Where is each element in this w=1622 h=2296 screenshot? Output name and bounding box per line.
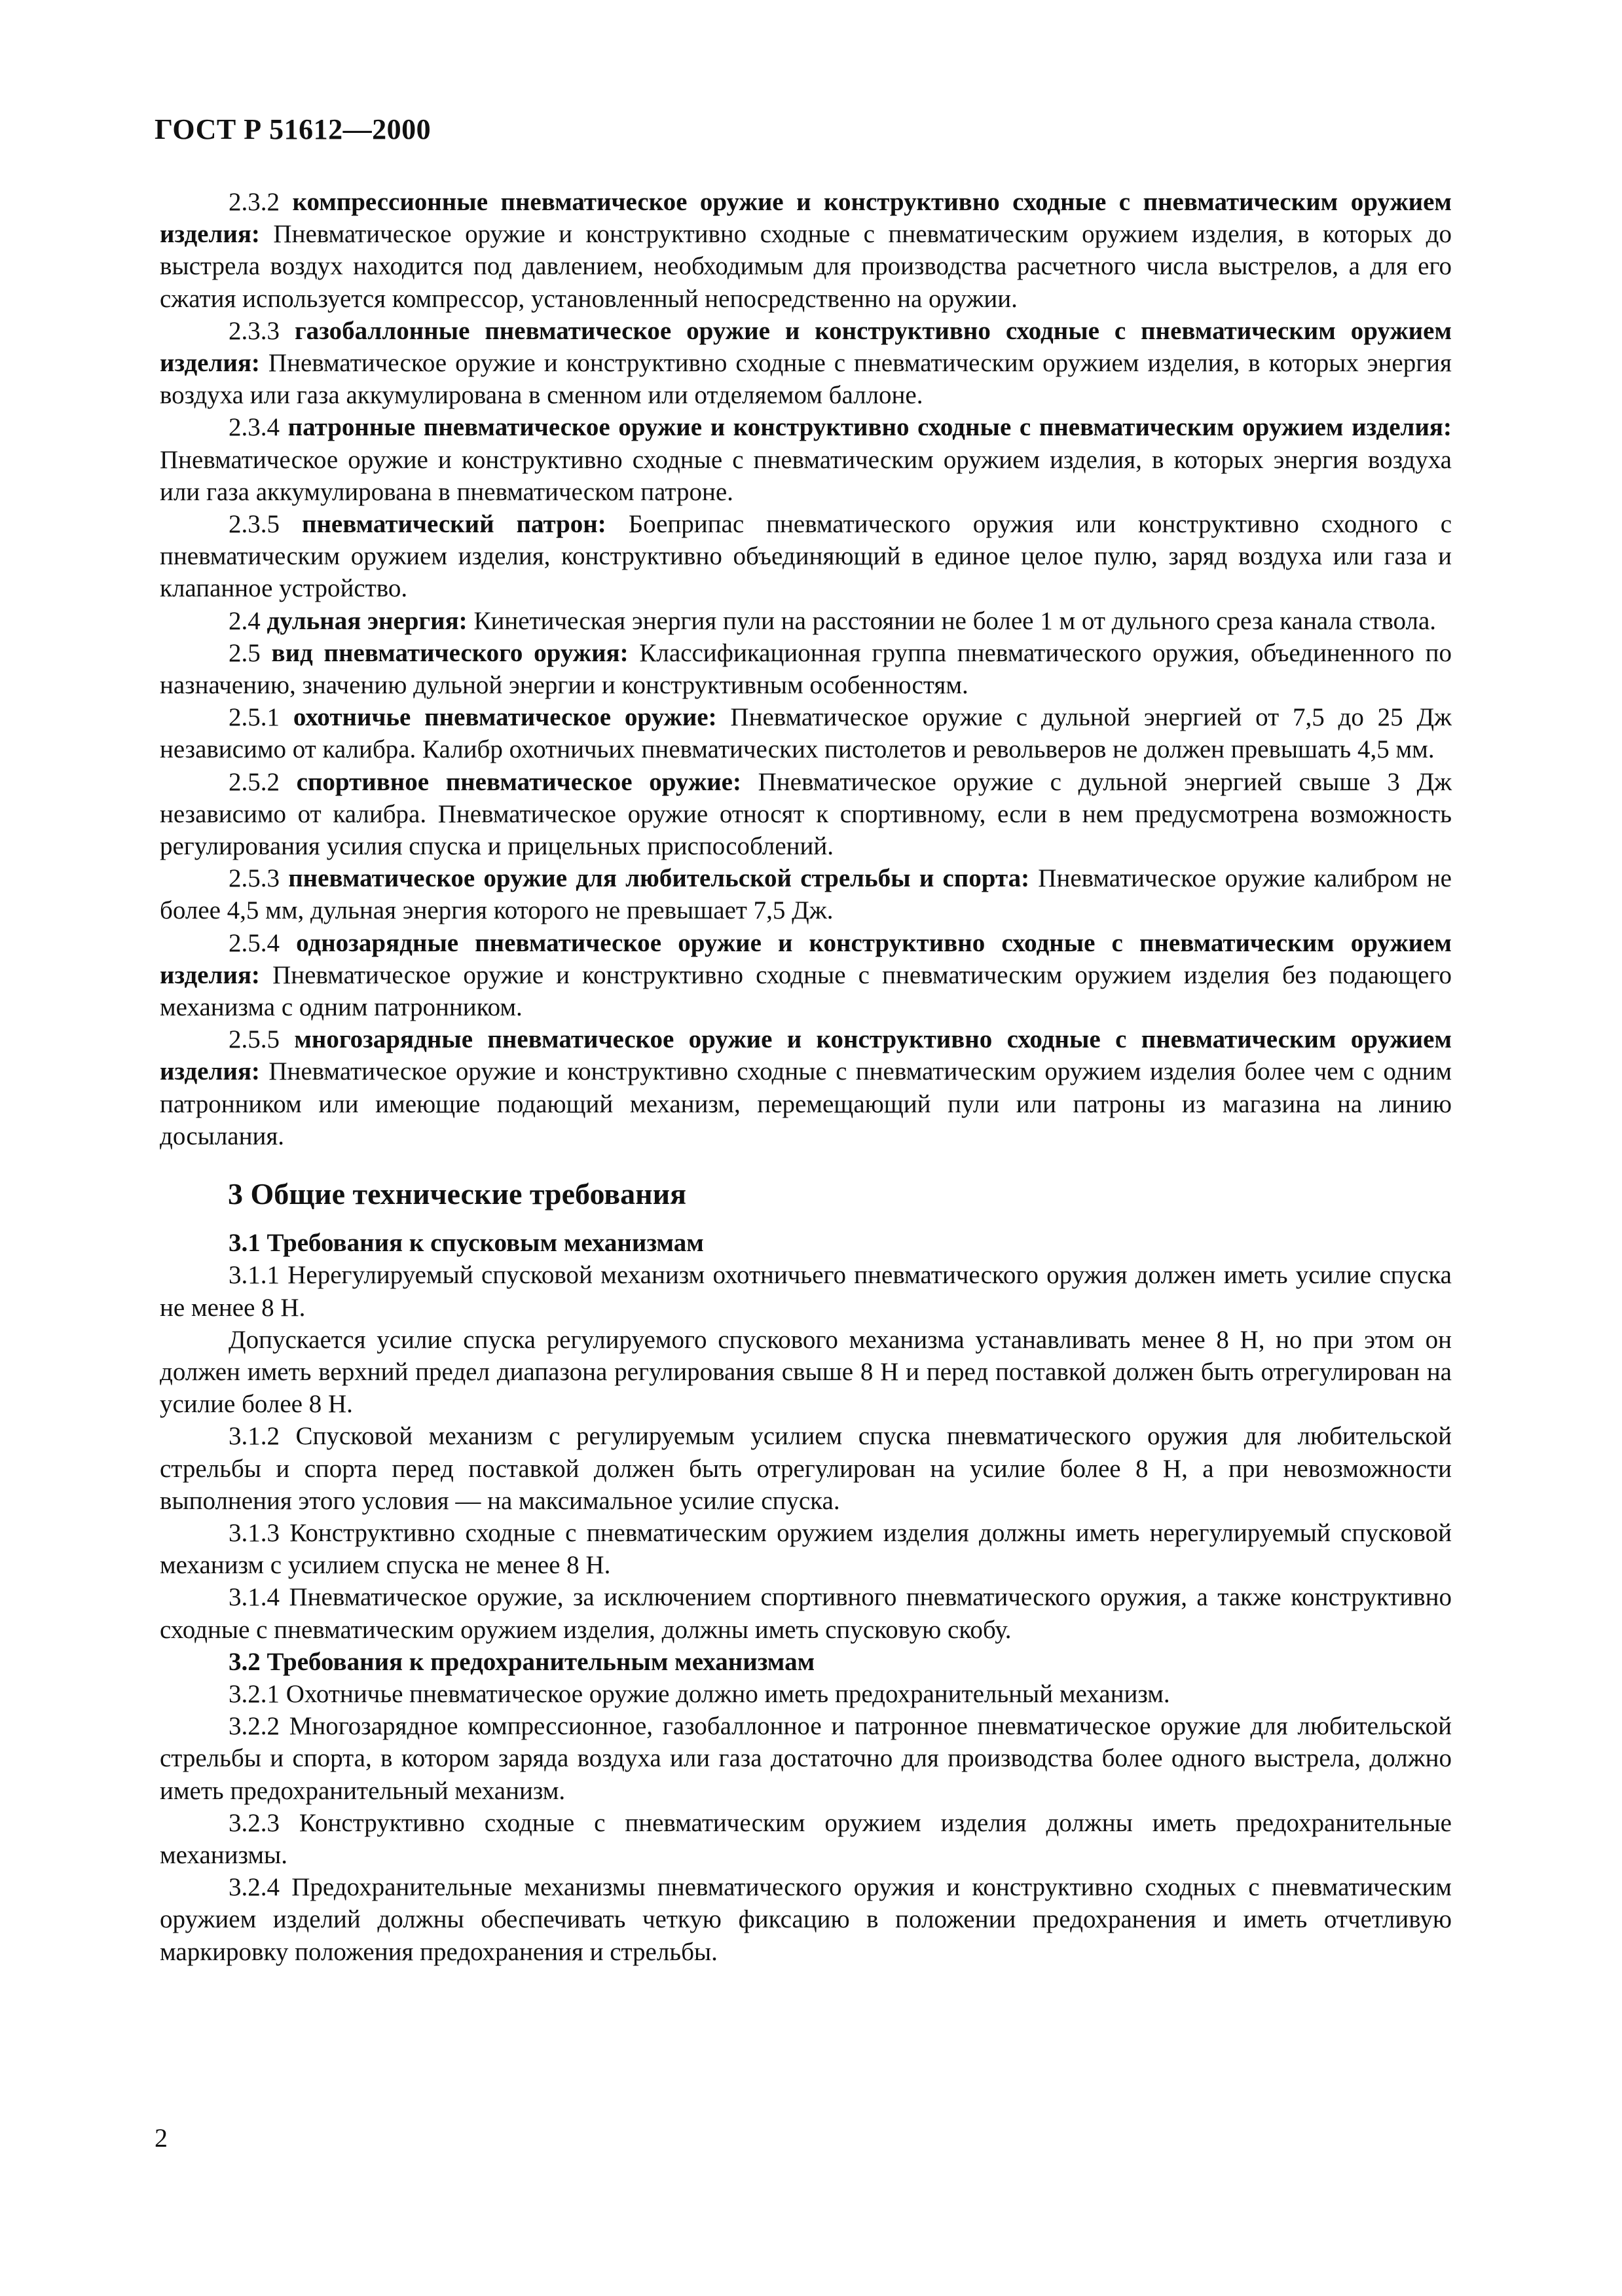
- clause-term: компрессионные пневматическое оружие и конструктивно сходные с пневматическим оружием изделия:: [160, 188, 1452, 249]
- clause-text: Пневматическое оружие и конструктивно сходные с пневматическим оружием изделия, в которых до выстрела воздух находится под давлением, необходимым для производства расчетного числа выстрелов, а для его сжатия используется компрессор, установленный непосредственно на оружии.: [160, 220, 1452, 313]
- clause-number: 2.5: [229, 638, 261, 667]
- clause-text: Классификационная группа пневматического оружия, объединенного по назначению, значению дульной энергии и конструктивным особенностям.: [160, 638, 1452, 700]
- clause-number: 2.5.2: [229, 767, 280, 796]
- clause-2-5-4: [160, 927, 1452, 1024]
- clause-number: 2.5.1: [229, 703, 280, 732]
- clause-text: Пневматическое оружие и конструктивно сходные с пневматическим оружием изделия, в которых энергия воздуха или газа аккумулирована в пневматическом патроне.: [160, 445, 1452, 506]
- clause-term: дульная энергия:: [267, 606, 468, 635]
- clause-paragraph: 3.2.3 Конструктивно сходные с пневматическим оружием изделия должны иметь предохранительные механизмы.: [160, 1808, 1452, 1869]
- clause-paragraph: 3.2.4 Предохранительные механизмы пневматического оружия и конструктивно сходных с пневматическим оружием изделий должны обеспечивать четкую фиксацию в положении предохранения и иметь отчетливую маркировку положения предохранения и стрельбы.: [160, 1873, 1452, 1966]
- clause-paragraph: 3.1.1 Нерегулируемый спусковой механизм охотничьего пневматического оружия должен иметь усилие спуска не менее 8 Н.: [160, 1261, 1452, 1322]
- clause-text: Боеприпас пневматического оружия или конструктивно сходного с пневматическим оружием изделия, конструктивно объединяющий в единое целое пулю, заряд воздуха или газа и клапанное устройство.: [160, 510, 1452, 603]
- clause-2-3-4: [160, 411, 1452, 508]
- clause-paragraph: 3.2.2 Многозарядное компрессионное, газобаллонное и патронное пневматическое оружие для любительской стрельбы и спорта, в котором заряда воздуха или газа достаточно для производства более одного выстрела, должно иметь предохранительный механизм.: [160, 1712, 1452, 1805]
- clause-number: 2.3.4: [229, 413, 280, 442]
- document-body: [160, 186, 1452, 1968]
- clause-text: Пневматическое оружие с дульной энергией свыше 3 Дж независимо от калибра. Пневматическое оружие относят к спортивному, если в нем предусмотрена возможность регулирования усилия спуска и прицельных приспособлений.: [160, 767, 1452, 861]
- clause-number: 2.5.3: [229, 864, 280, 893]
- clause-term: газобаллонные пневматическое оружие и конструктивно сходные с пневматическим оружием изделия:: [160, 316, 1452, 378]
- clause-term: спортивное пневматическое оружие:: [296, 767, 741, 796]
- document-header: ГОСТ Р 51612—2000: [155, 113, 432, 145]
- clause-term: патронные пневматическое оружие и конструктивно сходные с пневматическим оружием изделия:: [287, 413, 1452, 442]
- clause-term: пневматический патрон:: [301, 510, 606, 539]
- clause-2-5-1: [160, 701, 1452, 765]
- clause-2-5-2: [160, 766, 1452, 863]
- clause-number: 2.3.3: [229, 316, 280, 345]
- clause-2-5-3: [160, 862, 1452, 926]
- clause-term: охотничье пневматическое оружие:: [293, 703, 717, 732]
- clause-text: Пневматическое оружие с дульной энергией от 7,5 до 25 Дж независимо от калибра. Калибр охотничьих пневматических пистолетов и револьверов не должен превышать 4,5 мм.: [160, 703, 1452, 764]
- clause-paragraph: 3.1.2 Спусковой механизм с регулируемым усилием спуска пневматического оружия для любительской стрельбы и спорта перед поставкой должен быть отрегулирован на усилие более 8 Н, а при невозможности выполнения этого условия — на максимальное усилие спуска.: [160, 1422, 1452, 1515]
- clause-term: пневматическое оружие для любительской стрельбы и спорта:: [288, 864, 1030, 893]
- clause-text: Кинетическая энергия пули на расстоянии не более 1 м от дульного среза канала ствола.: [473, 606, 1437, 635]
- clause-number: 2.3.2: [229, 188, 280, 216]
- clause-paragraph: 3.2.1 Охотничье пневматическое оружие должно иметь предохранительный механизм.: [229, 1679, 1170, 1708]
- clause-text: Пневматическое оружие калибром не более 4,5 мм, дульная энергия которого не превышает 7,5 Дж.: [160, 864, 1452, 925]
- clause-paragraph: Допускается усилие спуска регулируемого спускового механизма устанавливать менее 8 Н, но при этом он должен иметь верхний предел диапазона регулирования свыше 8 Н и перед поставкой должен быть отрегулирован на усилие более 8 Н.: [160, 1325, 1452, 1419]
- clause-paragraph: 3.1.4 Пневматическое оружие, за исключением спортивного пневматического оружия, а также конструктивно сходные с пневматическим оружием изделия, должны иметь спусковую скобу.: [160, 1583, 1452, 1644]
- clause-term: многозарядные пневматическое оружие и конструктивно сходные с пневматическим оружием изделия:: [160, 1025, 1452, 1086]
- clause-2-3-5: [160, 508, 1452, 605]
- section-heading: 3 Общие технические требования: [228, 1177, 687, 1211]
- clause-2-3-2: [160, 186, 1452, 315]
- clause-text: Пневматическое оружие и конструктивно сходные с пневматическим оружием изделия, в которых энергия воздуха или газа аккумулирована в сменном или отделяемом баллоне.: [160, 349, 1452, 410]
- clause-term: вид пневматического оружия:: [271, 638, 629, 667]
- clause-number: 2.5.4: [229, 928, 280, 957]
- clause-number: 2.3.5: [229, 510, 280, 539]
- subsection-heading: 3.2 Требования к предохранительным механизмам: [229, 1647, 815, 1676]
- clause-term: однозарядные пневматическое оружие и конструктивно сходные с пневматическим оружием изделия:: [160, 928, 1452, 989]
- subsection-heading: 3.1 Требования к спусковым механизмам: [229, 1229, 704, 1258]
- clause-2-4: [160, 605, 1452, 637]
- clause-2-5: [160, 637, 1452, 701]
- clause-paragraph: 3.1.3 Конструктивно сходные с пневматическим оружием изделия должны иметь нерегулируемый спусковой механизм с усилием спуска не менее 8 Н.: [160, 1518, 1452, 1580]
- clause-number: 2.4: [229, 606, 261, 635]
- page-number: 2: [155, 2123, 168, 2153]
- clause-text: Пневматическое оружие и конструктивно сходные с пневматическим оружием изделия без подающего механизма с одним патронником.: [160, 960, 1452, 1022]
- clause-2-3-3: [160, 315, 1452, 412]
- clause-2-5-5: [160, 1023, 1452, 1152]
- clause-text: Пневматическое оружие и конструктивно сходные с пневматическим оружием изделия более чем с одним патронником или имеющие подающий механизм, перемещающий пули или патроны из магазина на линию досылания.: [160, 1057, 1452, 1150]
- clause-number: 2.5.5: [229, 1025, 280, 1054]
